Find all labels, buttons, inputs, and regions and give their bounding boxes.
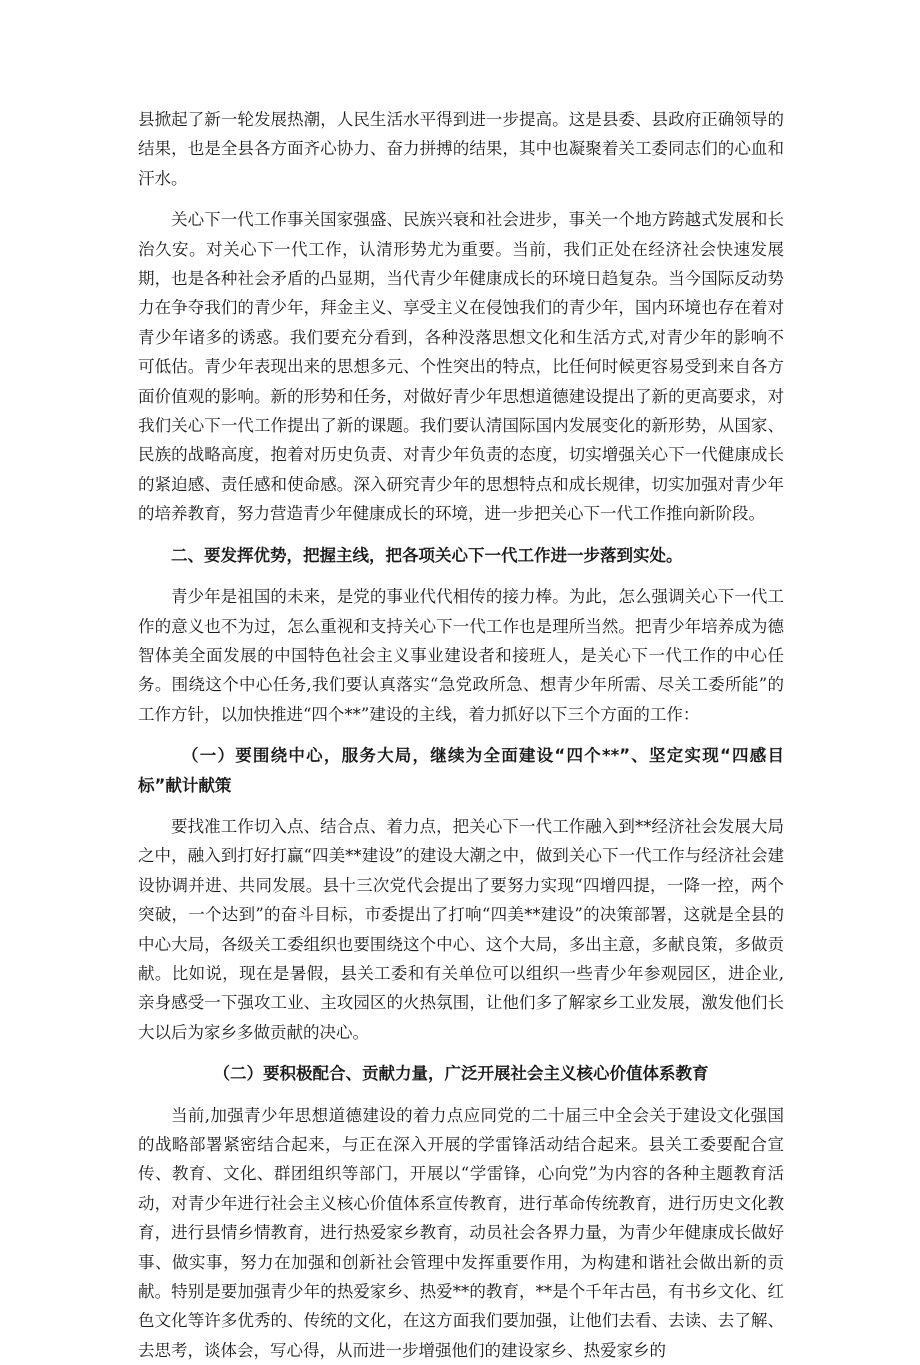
paragraph-center: 要找准工作切入点、结合点、着力点，把关心下一代工作融入到**经济社会发展大局之中，融入到打好打赢“四美**建设”的建设大潮之中，做到关心下一代工作与经济社会建设协调并进、共同发展。县十三次党代会提出了要努力实现“四增四提，一降一控，两个突破，一个达到”的奋斗目标，市委提出了打响“四美**建设”的决策部署，这就是全县的中心大局，各级关工委组织也要围绕这个中心、这个大局，多出主意，多献良策，多做贡献。比如说，现在是暑假，县关工委和有关单位可以组织一些青少年参观园区，进企业,亲身感受一下强攻工业、主攻园区的火热氛围，让他们多了解家乡工业发展，激发他们长大以后为家乡多做贡献的决心。 [138, 816, 784, 1042]
section-heading-2: 二、要发挥优势，把握主线，把各项关心下一代工作进一步落到实处。 [171, 545, 683, 565]
subheading-1: （一）要围绕中心，服务大局，继续为全面建设“四个**”、坚定实现“四感目标”献计献策 [138, 746, 784, 795]
paragraph-situation: 关心下一代工作事关国家强盛、民族兴衰和社会进步，事关一个地方跨越式发展和长治久安。对关心下一代工作，认清形势尤为重要。当前，我们正处在经济社会快速发展期，也是各种社会矛盾的凸显期，当代青少年健康成长的环境日趋复杂。当今国际反动势力在争夺我们的青少年，拜金主义、享受主义在侵蚀我们的青少年，国内环境也存在着对青少年诸多的诱惑。我们要充分看到，各种没落思想文化和生活方式,对青少年的影响不可低估。青少年表现出来的思想多元、个性突出的特点，比任何时候更容易受到来自各方面价值观的影响。新的形势和任务，对做好青少年思想道德建设提出了新的更高要求，对我们关心下一代工作提出了新的课题。我们要认清国际国内发展变化的新形势，从国家、民族的战略高度，抱着对历史负责、对青少年负责的态度，切实增强关心下一代健康成长的紧迫感、责任感和使命感。深入研究青少年的思想特点和成长规律，切实加强对青少年的培养教育，努力营造青少年健康成长的环境，进一步把关心下一代工作推向新阶段。 [138, 210, 784, 524]
paragraph-mission: 青少年是祖国的未来，是党的事业代代相传的接力棒。为此，怎么强调关心下一代工作的意义也不为过，怎么重视和支持关心下一代工作也是理所当然。把青少年培养成为德智体美全面发展的中国特色社会主义事业建设者和接班人，是关心下一代工作的中心任务。围绕这个中心任务,我们要认真落实“急党政所急、想青少年所需、尽关工委所能”的工作方针，以加快推进“四个**”建设的主线，着力抓好以下三个方面的工作： [138, 587, 784, 724]
document-page [138, 105, 784, 1365]
subheading-2: （二）要积极配合、贡献力量，广泛开展社会主义核心价值体系教育 [213, 1064, 709, 1084]
paragraph-intro: 县掀起了新一轮发展热潮，人民生活水平得到进一步提高。这是县委、县政府正确领导的结果，也是全县各方面齐心协力、奋力拼搏的结果，其中也凝聚着关工委同志们的心血和汗水。 [138, 110, 784, 188]
paragraph-values: 当前,加强青少年思想道德建设的着力点应同党的二十届三中全会关于建设文化强国的战略部署紧密结合起来，与正在深入开展的学雷锋活动结合起来。县关工委要配合宣传、教育、文化、群团组织等部门，开展以“学雷锋，心向党”为内容的各种主题教育活动，对青少年进行社会主义核心价值体系宣传教育，进行革命传统教育，进行历史文化教育，进行县情乡情教育，进行热爱家乡教育，动员社会各界力量，为青少年健康成长做好事、做实事，努力在加强和创新社会管理中发挥重要作用，为构建和谐社会做出新的贡献。特别是要加强青少年的热爱家乡、热爱**的教育，**是个千年古邑，有书乡文化、红色文化等许多优秀的、传统的文化，在这方面我们要加强，让他们去看、去读、去了解、去思考，谈体会，写心得，从而进一步增强他们的建设家乡、热爱家乡的 [138, 1105, 784, 1360]
